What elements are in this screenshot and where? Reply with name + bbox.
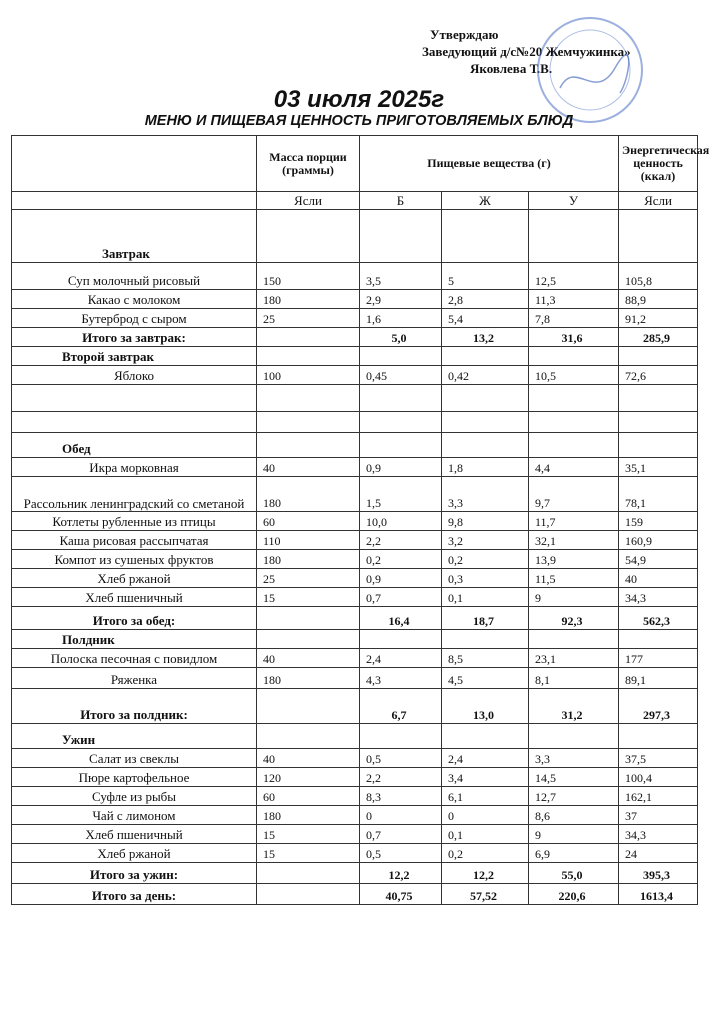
fat-cell: 6,1: [442, 787, 529, 806]
carbs-cell: 9: [529, 588, 619, 607]
empty-cell: [529, 385, 619, 412]
table-row: [12, 649, 698, 668]
carbs-cell: 12,5: [529, 263, 619, 290]
empty-cell: [257, 385, 360, 412]
fat-cell: 0,2: [442, 844, 529, 863]
energy-cell: 177: [619, 649, 698, 668]
carbs-cell: 92,3: [529, 607, 619, 630]
carbs-cell: 10,5: [529, 366, 619, 385]
dish-name: Рассольник ленинградский со сметаной: [12, 477, 257, 512]
carbs-cell: 8,1: [529, 668, 619, 689]
empty-cell: [529, 412, 619, 433]
fat-cell: 0: [442, 806, 529, 825]
dish-name: Суп молочный рисовый: [12, 263, 257, 290]
empty-cell: [442, 630, 529, 649]
energy-cell: 24: [619, 844, 698, 863]
carbs-cell: 220,6: [529, 884, 619, 905]
carbs-cell: 7,8: [529, 309, 619, 328]
total-label: Итого за обед:: [12, 607, 257, 630]
carbs-cell: 12,7: [529, 787, 619, 806]
energy-cell: 562,3: [619, 607, 698, 630]
header-empty-cell: [12, 136, 257, 192]
table-row: [12, 768, 698, 787]
fat-cell: 18,7: [442, 607, 529, 630]
protein-cell: 2,4: [360, 649, 442, 668]
subheader-empty-cell: [12, 192, 257, 210]
carbs-cell: 32,1: [529, 531, 619, 550]
empty-cell: [360, 724, 442, 749]
protein-cell: 0,45: [360, 366, 442, 385]
table-row: [12, 366, 698, 385]
empty-cell: [442, 724, 529, 749]
protein-cell: 4,3: [360, 668, 442, 689]
mass-cell: 180: [257, 806, 360, 825]
carbs-cell: 11,5: [529, 569, 619, 588]
empty-cell: [619, 385, 698, 412]
empty-cell: [360, 412, 442, 433]
table-row: [12, 825, 698, 844]
protein-cell: 0,5: [360, 749, 442, 768]
carbs-cell: 3,3: [529, 749, 619, 768]
table-row: [12, 512, 698, 531]
subheader-protein: Б: [360, 192, 442, 210]
carbs-cell: 55,0: [529, 863, 619, 884]
approval-line-3: Яковлева Т.В.: [470, 61, 553, 76]
carbs-cell: 31,2: [529, 689, 619, 724]
empty-cell: [257, 347, 360, 366]
protein-cell: 0,9: [360, 458, 442, 477]
section-row: [12, 724, 698, 749]
table-row: [12, 458, 698, 477]
fat-cell: 2,4: [442, 749, 529, 768]
table-row: [12, 844, 698, 863]
energy-cell: 37: [619, 806, 698, 825]
empty-cell: [619, 433, 698, 458]
energy-cell: 159: [619, 512, 698, 531]
empty-cell: [257, 884, 360, 905]
table-row: [12, 806, 698, 825]
fat-cell: 4,5: [442, 668, 529, 689]
fat-cell: 1,8: [442, 458, 529, 477]
energy-cell: 35,1: [619, 458, 698, 477]
fat-cell: 0,1: [442, 825, 529, 844]
section-title: Полдник: [12, 630, 257, 649]
empty-cell: [529, 433, 619, 458]
subheader-carbs: У: [529, 192, 619, 210]
mass-cell: 15: [257, 588, 360, 607]
dish-name: Хлеб пшеничный: [12, 825, 257, 844]
table-row: [12, 787, 698, 806]
energy-cell: 162,1: [619, 787, 698, 806]
protein-cell: 40,75: [360, 884, 442, 905]
table-row: [12, 569, 698, 588]
protein-cell: 5,0: [360, 328, 442, 347]
fat-cell: 12,2: [442, 863, 529, 884]
empty-cell: [257, 328, 360, 347]
mass-cell: 40: [257, 649, 360, 668]
energy-cell: 54,9: [619, 550, 698, 569]
fat-cell: 2,8: [442, 290, 529, 309]
protein-cell: 2,2: [360, 768, 442, 787]
menu-title: МЕНЮ И ПИЩЕВАЯ ЦЕННОСТЬ ПРИГОТОВЛЯЕМЫХ БЛЮД: [144, 113, 574, 129]
mass-cell: 60: [257, 512, 360, 531]
mass-cell: 180: [257, 290, 360, 309]
table-row: [12, 550, 698, 569]
empty-cell: [257, 607, 360, 630]
fat-cell: 5,4: [442, 309, 529, 328]
protein-cell: 3,5: [360, 263, 442, 290]
blank-row: [12, 412, 698, 433]
carbs-cell: 4,4: [529, 458, 619, 477]
total-row: [12, 328, 698, 347]
empty-cell: [529, 724, 619, 749]
protein-cell: 8,3: [360, 787, 442, 806]
carbs-cell: 11,3: [529, 290, 619, 309]
section-title: Второй завтрак: [12, 347, 257, 366]
empty-cell: [442, 210, 529, 263]
approval-line-2: Заведующий д/с№20 Жемчужинка»: [422, 44, 631, 59]
empty-cell: [257, 210, 360, 263]
fat-cell: 3,2: [442, 531, 529, 550]
empty-cell: [529, 347, 619, 366]
carbs-cell: 13,9: [529, 550, 619, 569]
mass-cell: 40: [257, 749, 360, 768]
dish-name: Хлеб ржаной: [12, 844, 257, 863]
carbs-cell: 31,6: [529, 328, 619, 347]
empty-cell: [442, 347, 529, 366]
table-row: [12, 531, 698, 550]
total-label: Итого за ужин:: [12, 863, 257, 884]
energy-cell: 78,1: [619, 477, 698, 512]
energy-cell: 37,5: [619, 749, 698, 768]
header-nutrients: Пищевые вещества (г): [360, 136, 619, 192]
menu-body: [12, 210, 698, 905]
section-title: Завтрак: [12, 210, 257, 263]
protein-cell: 2,9: [360, 290, 442, 309]
section-row: [12, 210, 698, 263]
empty-cell: [442, 385, 529, 412]
header-energy: Энергетическая ценность (ккал): [619, 136, 698, 192]
menu-date: 03 июля 2025г: [273, 86, 445, 113]
mass-cell: 60: [257, 787, 360, 806]
protein-cell: 6,7: [360, 689, 442, 724]
empty-cell: [360, 347, 442, 366]
dish-name: Полоска песочная с повидлом: [12, 649, 257, 668]
dish-name: Каша рисовая рассыпчатая: [12, 531, 257, 550]
table-row: [12, 290, 698, 309]
empty-cell: [442, 412, 529, 433]
empty-cell: [360, 630, 442, 649]
fat-cell: 13,2: [442, 328, 529, 347]
empty-cell: [619, 210, 698, 263]
empty-cell: [360, 210, 442, 263]
energy-cell: 160,9: [619, 531, 698, 550]
fat-cell: 3,4: [442, 768, 529, 787]
total-label: Итого за полдник:: [12, 689, 257, 724]
dish-name: Хлеб пшеничный: [12, 588, 257, 607]
protein-cell: 0: [360, 806, 442, 825]
total-label: Итого за день:: [12, 884, 257, 905]
section-title: Обед: [12, 433, 257, 458]
fat-cell: 0,3: [442, 569, 529, 588]
protein-cell: 16,4: [360, 607, 442, 630]
mass-cell: 150: [257, 263, 360, 290]
dish-name: Ряженка: [12, 668, 257, 689]
dish-name: Икра морковная: [12, 458, 257, 477]
mass-cell: 25: [257, 569, 360, 588]
total-row: [12, 884, 698, 905]
fat-cell: 0,42: [442, 366, 529, 385]
table-row: [12, 588, 698, 607]
energy-cell: 1613,4: [619, 884, 698, 905]
empty-cell: [257, 433, 360, 458]
table-row: [12, 477, 698, 512]
protein-cell: 0,2: [360, 550, 442, 569]
empty-cell: [619, 347, 698, 366]
energy-cell: 34,3: [619, 825, 698, 844]
empty-cell: [257, 689, 360, 724]
empty-cell: [360, 433, 442, 458]
protein-cell: 0,9: [360, 569, 442, 588]
energy-cell: 34,3: [619, 588, 698, 607]
mass-cell: 25: [257, 309, 360, 328]
table-row: [12, 309, 698, 328]
carbs-cell: 14,5: [529, 768, 619, 787]
energy-cell: 91,2: [619, 309, 698, 328]
mass-cell: 120: [257, 768, 360, 787]
protein-cell: 0,7: [360, 825, 442, 844]
total-row: [12, 863, 698, 884]
fat-cell: 0,2: [442, 550, 529, 569]
header-mass: Масса порции (граммы): [257, 136, 360, 192]
dish-name: Чай с лимоном: [12, 806, 257, 825]
mass-cell: 15: [257, 825, 360, 844]
table-row: [12, 668, 698, 689]
fat-cell: 0,1: [442, 588, 529, 607]
subheader-energy: Ясли: [619, 192, 698, 210]
total-row: [12, 607, 698, 630]
empty-cell: [257, 412, 360, 433]
fat-cell: 57,52: [442, 884, 529, 905]
fat-cell: 9,8: [442, 512, 529, 531]
blank-row: [12, 385, 698, 412]
dish-name: Компот из сушеных фруктов: [12, 550, 257, 569]
energy-cell: 395,3: [619, 863, 698, 884]
approval-line-1: Утверждаю: [430, 27, 499, 42]
fat-cell: 3,3: [442, 477, 529, 512]
carbs-cell: 8,6: [529, 806, 619, 825]
empty-cell: [257, 724, 360, 749]
dish-name: Пюре картофельное: [12, 768, 257, 787]
protein-cell: 10,0: [360, 512, 442, 531]
dish-name: Какао с молоком: [12, 290, 257, 309]
total-row: [12, 689, 698, 724]
dish-name: Котлеты рубленные из птицы: [12, 512, 257, 531]
dish-name: Суфле из рыбы: [12, 787, 257, 806]
section-row: [12, 630, 698, 649]
energy-cell: 100,4: [619, 768, 698, 787]
empty-cell: [12, 385, 257, 412]
protein-cell: 1,6: [360, 309, 442, 328]
carbs-cell: 6,9: [529, 844, 619, 863]
mass-cell: 180: [257, 550, 360, 569]
dish-name: Салат из свеклы: [12, 749, 257, 768]
protein-cell: 2,2: [360, 531, 442, 550]
mass-cell: 110: [257, 531, 360, 550]
subheader-mass: Ясли: [257, 192, 360, 210]
mass-cell: 100: [257, 366, 360, 385]
dish-name: Бутерброд с сыром: [12, 309, 257, 328]
energy-cell: 88,9: [619, 290, 698, 309]
fat-cell: 5: [442, 263, 529, 290]
mass-cell: 180: [257, 668, 360, 689]
empty-cell: [442, 433, 529, 458]
empty-cell: [619, 412, 698, 433]
subheader-fat: Ж: [442, 192, 529, 210]
energy-cell: 297,3: [619, 689, 698, 724]
energy-cell: 285,9: [619, 328, 698, 347]
energy-cell: 105,8: [619, 263, 698, 290]
protein-cell: 0,5: [360, 844, 442, 863]
carbs-cell: 11,7: [529, 512, 619, 531]
empty-cell: [529, 210, 619, 263]
empty-cell: [257, 863, 360, 884]
table-row: [12, 749, 698, 768]
empty-cell: [619, 630, 698, 649]
menu-table: [11, 135, 710, 905]
empty-cell: [529, 630, 619, 649]
protein-cell: 0,7: [360, 588, 442, 607]
section-row: [12, 433, 698, 458]
empty-cell: [360, 385, 442, 412]
empty-cell: [619, 724, 698, 749]
fat-cell: 8,5: [442, 649, 529, 668]
fat-cell: 13,0: [442, 689, 529, 724]
energy-cell: 72,6: [619, 366, 698, 385]
energy-cell: 89,1: [619, 668, 698, 689]
protein-cell: 12,2: [360, 863, 442, 884]
dish-name: Яблоко: [12, 366, 257, 385]
section-row: [12, 347, 698, 366]
carbs-cell: 23,1: [529, 649, 619, 668]
empty-cell: [257, 630, 360, 649]
total-label: Итого за завтрак:: [12, 328, 257, 347]
energy-cell: 40: [619, 569, 698, 588]
protein-cell: 1,5: [360, 477, 442, 512]
mass-cell: 40: [257, 458, 360, 477]
carbs-cell: 9,7: [529, 477, 619, 512]
dish-name: Хлеб ржаной: [12, 569, 257, 588]
empty-cell: [12, 412, 257, 433]
mass-cell: 15: [257, 844, 360, 863]
table-row: [12, 263, 698, 290]
mass-cell: 180: [257, 477, 360, 512]
carbs-cell: 9: [529, 825, 619, 844]
section-title: Ужин: [12, 724, 257, 749]
